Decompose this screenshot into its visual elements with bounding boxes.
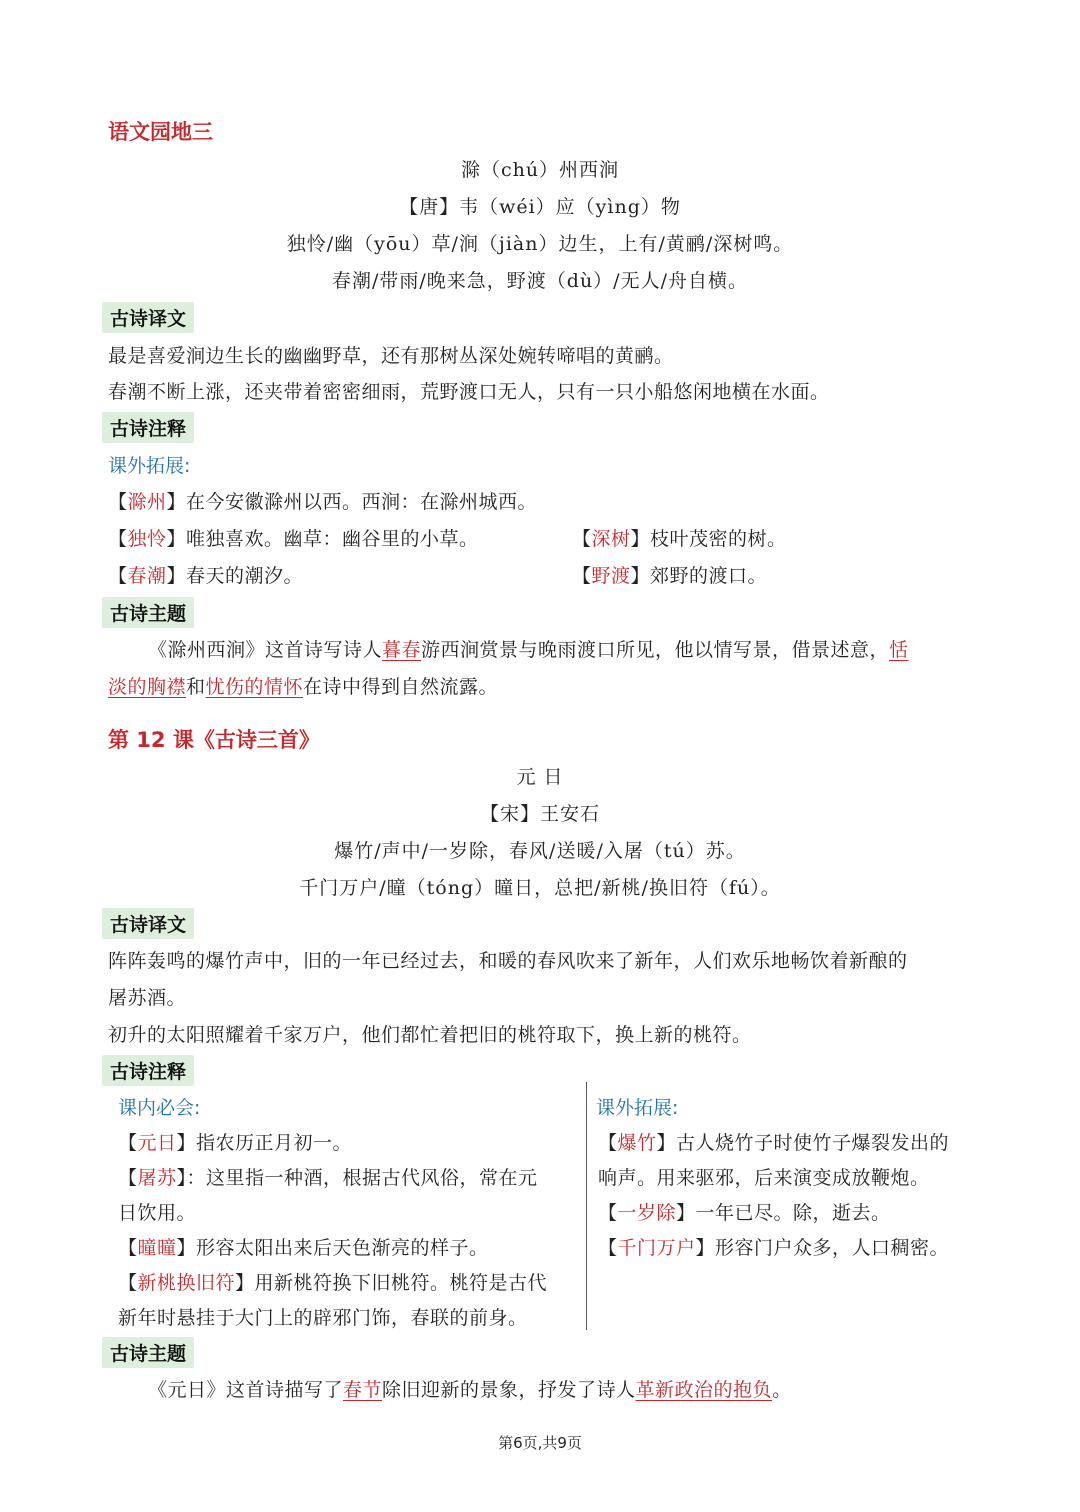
note-term: 屠苏	[137, 1167, 177, 1189]
theme-text-1-cont: 淡的胸襟和忧伤的情怀在诗中得到自然流露。	[108, 676, 499, 698]
note-item: 【春潮】春天的潮汐。	[108, 565, 304, 587]
note-term: 新桃换旧符	[137, 1272, 236, 1294]
poem-line-1-2: 春潮/带雨/晚来急，野渡（dù）/无人/舟自横。	[331, 270, 748, 292]
poem-title-1: 滁（chú）州西涧	[460, 159, 620, 181]
notes-label-1: 古诗注释	[102, 412, 194, 443]
highlight: 春节	[343, 1379, 383, 1401]
highlight: 淡的胸襟	[108, 676, 187, 698]
translation-label-2: 古诗译文	[102, 908, 194, 939]
theme-text-2: 《元日》这首诗描写了春节除旧迎新的景象，抒发了诗人革新政治的抱负。	[148, 1379, 792, 1401]
note-item: 【滁州】在今安徽滁州以西。西涧：在滁州城西。	[108, 491, 538, 513]
note-term: 元日	[137, 1132, 177, 1154]
note-item: 【曈曈】形容太阳出来后天色渐亮的样子。	[118, 1237, 489, 1259]
note-item: 【野渡】郊野的渡口。	[572, 565, 768, 587]
note-item: 【一岁除】一年已尽。除，逝去。	[598, 1202, 891, 1224]
note-term: 滁州	[127, 491, 167, 513]
section-title-2: 第 12 课《古诗三首》	[108, 728, 320, 752]
highlight: 恬	[889, 639, 909, 661]
note-item: 【爆竹】古人烧竹子时使竹子爆裂发出的	[598, 1132, 950, 1154]
translation-line: 最是喜爱涧边生长的幽幽野草，还有那树丛深处婉转啼唱的黄鹂。	[108, 345, 674, 367]
note-term: 曈曈	[137, 1237, 177, 1259]
note-term: 春潮	[127, 565, 167, 587]
notes-label-2: 古诗注释	[102, 1055, 194, 1086]
translation-label-1: 古诗译文	[102, 302, 194, 333]
poem-line-2-2: 千门万户/曈（tóng）曈日，总把/新桃/换旧符（fú）。	[299, 877, 781, 899]
translation-line: 阵阵轰鸣的爆竹声中，旧的一年已经过去，和暖的春风吹来了新年，人们欢乐地畅饮着新酿的	[108, 950, 908, 972]
poem-line-2-1: 爆竹/声中/一岁除，春风/送暖/入屠（tú）苏。	[334, 840, 746, 862]
note-item: 【独怜】唯独喜欢。幽草：幽谷里的小草。	[108, 528, 479, 550]
poem-author-1: 【唐】韦（wéi）应（yìng）物	[399, 196, 681, 218]
poem-line-1-1: 独怜/幽（yōu）草/涧（jiàn）边生，上有/黄鹂/深树鸣。	[286, 233, 794, 255]
theme-label-2: 古诗主题	[102, 1337, 194, 1368]
note-term: 一岁除	[617, 1202, 677, 1224]
theme-text-1: 《滁州西涧》这首诗写诗人暮春游西涧赏景与晚雨渡口所见，他以情写景，借景述意，恬	[148, 639, 909, 661]
translation-line: 春潮不断上涨，还夹带着密密细雨，荒野渡口无人，只有一只小船悠闲地横在水面。	[108, 381, 830, 403]
note-term: 独怜	[127, 528, 167, 550]
in-class-label: 课内必会:	[118, 1097, 201, 1119]
note-item: 【新桃换旧符】用新桃符换下旧桃符。桃符是古代	[118, 1272, 548, 1294]
note-item-cont: 新年时悬挂于大门上的辟邪门饰，春联的前身。	[118, 1307, 528, 1329]
note-item-cont: 响声。用来驱邪，后来演变成放鞭炮。	[598, 1167, 930, 1189]
page-number: 第6页,共9页	[498, 1434, 582, 1452]
note-item-cont: 日饮用。	[118, 1202, 197, 1224]
highlight: 革新政治的抱负	[635, 1379, 773, 1401]
note-item: 【元日】指农历正月初一。	[118, 1132, 353, 1154]
column-divider	[586, 1082, 587, 1330]
theme-label-1: 古诗主题	[102, 597, 194, 628]
note-item: 【深树】枝叶茂密的树。	[572, 528, 787, 550]
poem-title-2: 元 日	[516, 766, 564, 788]
highlight: 忧伤的情怀	[205, 676, 304, 698]
extension-label-1: 课外拓展:	[108, 455, 191, 477]
note-item: 【千门万户】形容门户众多，人口稠密。	[598, 1237, 950, 1259]
note-item: 【屠苏】：这里指一种酒，根据古代风俗，常在元	[118, 1167, 538, 1189]
note-term: 野渡	[591, 565, 631, 587]
extension-label-2: 课外拓展:	[596, 1097, 679, 1119]
poem-author-2: 【宋】王安石	[479, 803, 600, 825]
note-term: 爆竹	[617, 1132, 657, 1154]
note-term: 深树	[591, 528, 631, 550]
section-title-1: 语文园地三	[108, 120, 213, 144]
translation-line: 初升的太阳照耀着千家万户，他们都忙着把旧的桃符取下，换上新的桃符。	[108, 1024, 752, 1046]
highlight: 暮春	[382, 639, 422, 661]
note-term: 千门万户	[617, 1237, 696, 1259]
translation-line: 屠苏酒。	[108, 987, 187, 1009]
